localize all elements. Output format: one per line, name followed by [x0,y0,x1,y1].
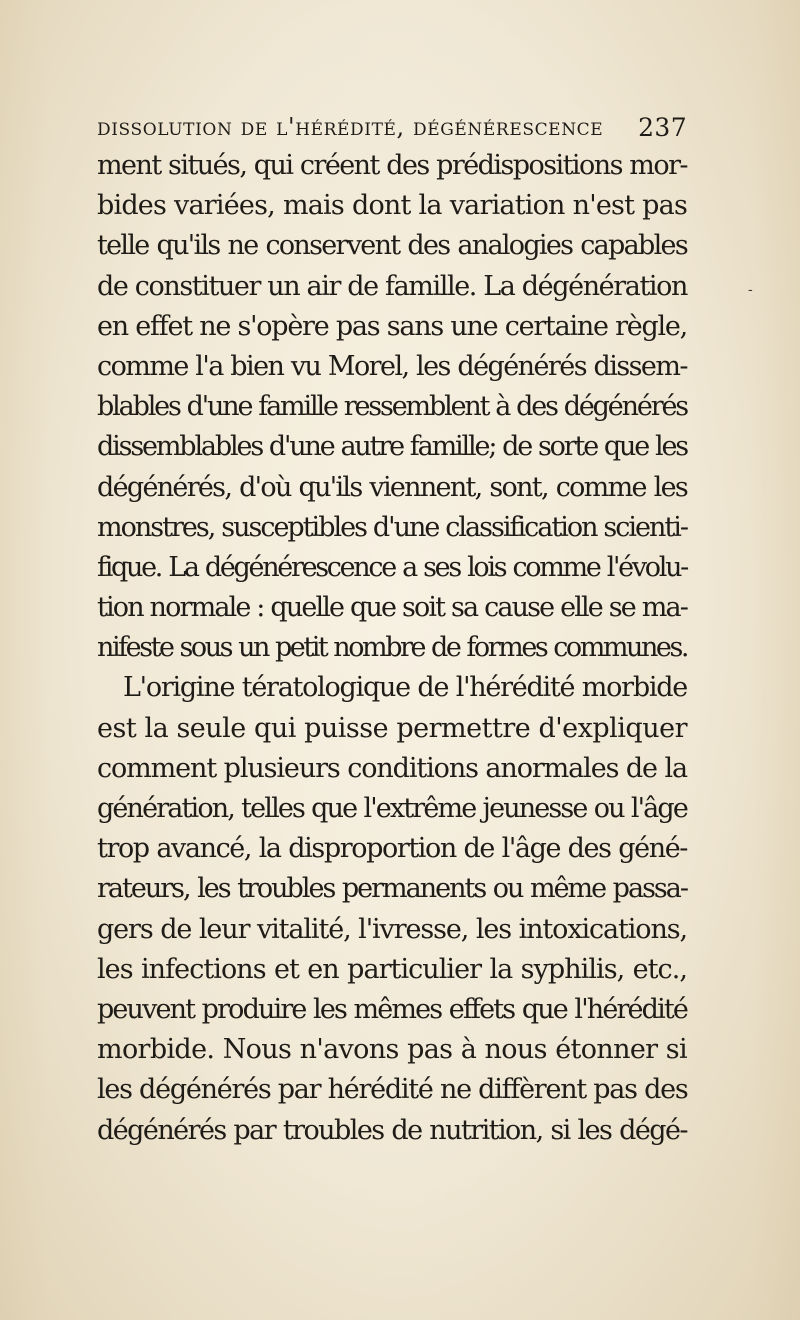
text-line: comme l'a bien vu Morel, les dégénérés dissem- [97,350,687,382]
text-line: comment plusieurs conditions anormales de la [97,752,687,784]
text-line: ment situés, qui créent des prédispositions mor- [97,150,687,181]
text-line: les infections et en particulier la syphilis, etc., [97,953,687,985]
text-line: les dégénérés par hérédité ne diffèrent pas des [97,1074,688,1106]
text-line: rateurs, les troubles permanents ou même passa- [97,873,687,905]
text-line: monstres, susceptibles d'une classification scienti- [97,511,687,543]
text-line: L'origine tératologique de l'hérédité morbide [123,672,687,704]
text-line: en effet ne s'opère pas sans une certaine règle, [97,310,687,342]
page-number: 237 [638,113,687,142]
text-line: dégénérés, d'où qu'ils viennent, sont, comme les [97,471,687,503]
text-line: dissemblables d'une autre famille; de sorte que les [97,431,687,463]
text-line: peuvent produire les mêmes effets que l'hérédité [97,993,687,1025]
body-text [97,146,687,1151]
text-line: nifeste sous un petit nombre de formes communes. [97,632,687,664]
text-line: gers de leur vitalité, l'ivresse, les intoxications, [97,913,687,945]
text-line: blables d'une famille ressemblent à des dégénérés [97,391,687,423]
text-line: génération, telles que l'extrême jeunesse ou l'âge [97,793,687,824]
text-line: telle qu'ils ne conservent des analogies capables [97,230,687,262]
text-line: tion normale : quelle que soit sa cause elle se ma- [97,592,687,624]
running-title: dissolution de l'hérédité, dégénérescence [97,113,604,141]
margin-mark: - [748,282,753,298]
text-line: est la seule qui puisse permettre d'expliquer [97,712,687,744]
text-line: bides variées, mais dont la variation n'est pas [97,190,687,222]
text-line: dégénérés par troubles de nutrition, si les dégé- [97,1114,687,1146]
text-line: de constituer un air de famille. La dégénération [97,270,687,302]
text-line: fique. La dégénérescence a ses lois comme l'évolu- [97,551,687,583]
text-line: trop avancé, la disproportion de l'âge des géné- [97,833,687,865]
running-header [97,113,687,142]
text-line: morbide. Nous n'avons pas à nous étonner si [97,1034,687,1066]
